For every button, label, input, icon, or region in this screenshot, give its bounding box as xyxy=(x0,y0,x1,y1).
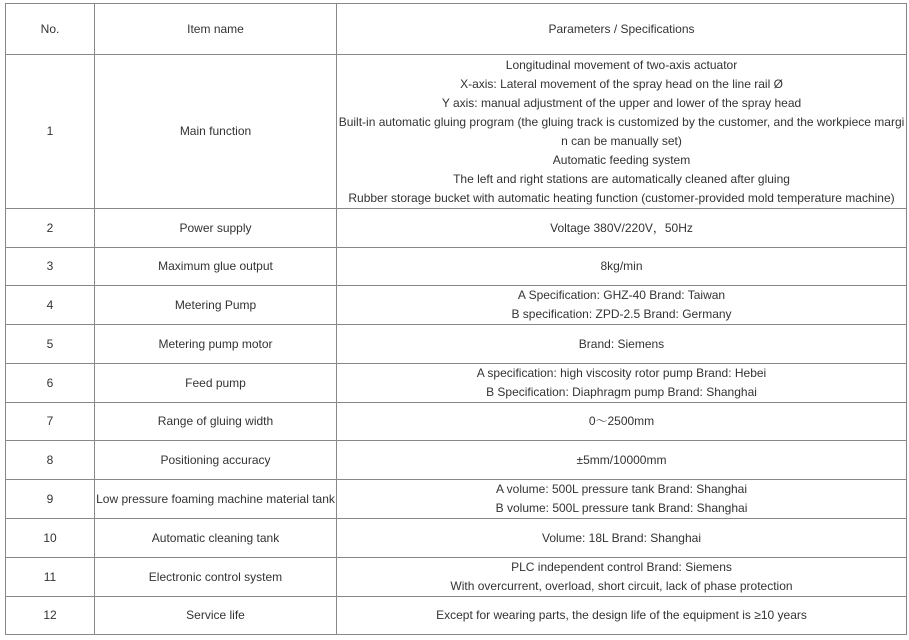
cell-no: 7 xyxy=(6,403,95,441)
spec-line: X-axis: Lateral movement of the spray head on the line rail Ø xyxy=(460,76,783,91)
table-row xyxy=(6,480,907,519)
cell-item-name: Range of gluing width xyxy=(95,403,337,441)
spec-line: The left and right stations are automatically cleaned after gluing xyxy=(453,171,790,186)
cell-specification xyxy=(337,403,907,441)
spec-line: PLC independent control Brand: Siemens xyxy=(511,560,732,574)
cell-specification xyxy=(337,209,907,248)
cell-item-name: Electronic control system xyxy=(95,558,337,597)
cell-item-name: Automatic cleaning tank xyxy=(95,519,337,558)
cell-item-name: Power supply xyxy=(95,209,337,248)
table-row xyxy=(6,55,907,209)
table-row xyxy=(6,286,907,325)
spec-line: 8kg/min xyxy=(600,259,643,273)
table-row xyxy=(6,364,907,403)
cell-no: 1 xyxy=(6,55,95,209)
cell-no: 12 xyxy=(6,597,95,635)
cell-item-name: Metering Pump xyxy=(95,286,337,325)
spec-line: A Specification: GHZ-40 Brand: Taiwan xyxy=(517,288,726,302)
cell-specification xyxy=(337,325,907,364)
spec-line: Longitudinal movement of two-axis actuator xyxy=(505,57,738,72)
spec-line: B specification: ZPD-2.5 Brand: Germany xyxy=(511,307,732,321)
cell-specification xyxy=(337,519,907,558)
cell-no: 10 xyxy=(6,519,95,558)
header-row xyxy=(6,4,907,55)
cell-specification xyxy=(337,597,907,635)
spec-line: Rubber storage bucket with automatic heating function (customer-provided mold temperature machine) xyxy=(348,190,895,205)
header-item-name: Item name xyxy=(95,4,337,55)
specification-table xyxy=(5,3,907,635)
cell-no: 8 xyxy=(6,441,95,480)
cell-item-name: Maximum glue output xyxy=(95,248,337,286)
cell-item-name: Positioning accuracy xyxy=(95,441,337,480)
cell-no: 3 xyxy=(6,248,95,286)
spec-line: 0～2500mm xyxy=(588,414,655,428)
table-row xyxy=(6,209,907,248)
cell-no: 11 xyxy=(6,558,95,597)
spec-line: Built-in automatic gluing program (the gluing track is customized by the customer, and the workpiece margi xyxy=(338,114,905,129)
table-row xyxy=(6,558,907,597)
spec-line: Voltage 380V/220V，50Hz xyxy=(550,220,693,235)
spec-table-container xyxy=(5,3,907,635)
cell-no: 5 xyxy=(6,325,95,364)
table-row xyxy=(6,325,907,364)
cell-specification xyxy=(337,441,907,480)
spec-line: With overcurrent, overload, short circuit, lack of phase protection xyxy=(450,579,793,593)
spec-line: A specification: high viscosity rotor pump Brand: Hebei xyxy=(476,366,767,380)
spec-line: Y axis: manual adjustment of the upper and lower of the spray head xyxy=(441,95,802,110)
spec-line: Automatic feeding system xyxy=(552,152,691,167)
cell-item-name: Main function xyxy=(95,55,337,209)
cell-no: 6 xyxy=(6,364,95,403)
cell-specification xyxy=(337,286,907,325)
cell-no: 4 xyxy=(6,286,95,325)
table-row xyxy=(6,597,907,635)
cell-item-name: Feed pump xyxy=(95,364,337,403)
cell-specification xyxy=(337,558,907,597)
header-no: No. xyxy=(6,4,95,55)
cell-item-name: Low pressure foaming machine material tank xyxy=(95,480,337,519)
spec-line: n can be manually set) xyxy=(561,133,682,148)
cell-specification xyxy=(337,55,907,209)
table-row xyxy=(6,248,907,286)
table-row xyxy=(6,519,907,558)
table-row xyxy=(6,403,907,441)
cell-item-name: Service life xyxy=(95,597,337,635)
spec-line: B volume: 500L pressure tank Brand: Shanghai xyxy=(495,501,748,515)
spec-line: A volume: 500L pressure tank Brand: Shanghai xyxy=(495,482,748,496)
cell-no: 2 xyxy=(6,209,95,248)
spec-line: Except for wearing parts, the design life of the equipment is ≥10 years xyxy=(436,608,807,622)
cell-specification xyxy=(337,480,907,519)
spec-line: ±5mm/10000mm xyxy=(576,452,667,467)
cell-specification xyxy=(337,248,907,286)
spec-line: Brand: Siemens xyxy=(578,336,665,351)
cell-item-name: Metering pump motor xyxy=(95,325,337,364)
cell-specification xyxy=(337,364,907,403)
spec-line: Volume: 18L Brand: Shanghai xyxy=(541,530,701,545)
cell-no: 9 xyxy=(6,480,95,519)
table-row xyxy=(6,441,907,480)
header-parameters: Parameters / Specifications xyxy=(337,4,907,55)
spec-line: B Specification: Diaphragm pump Brand: Shanghai xyxy=(486,385,757,399)
